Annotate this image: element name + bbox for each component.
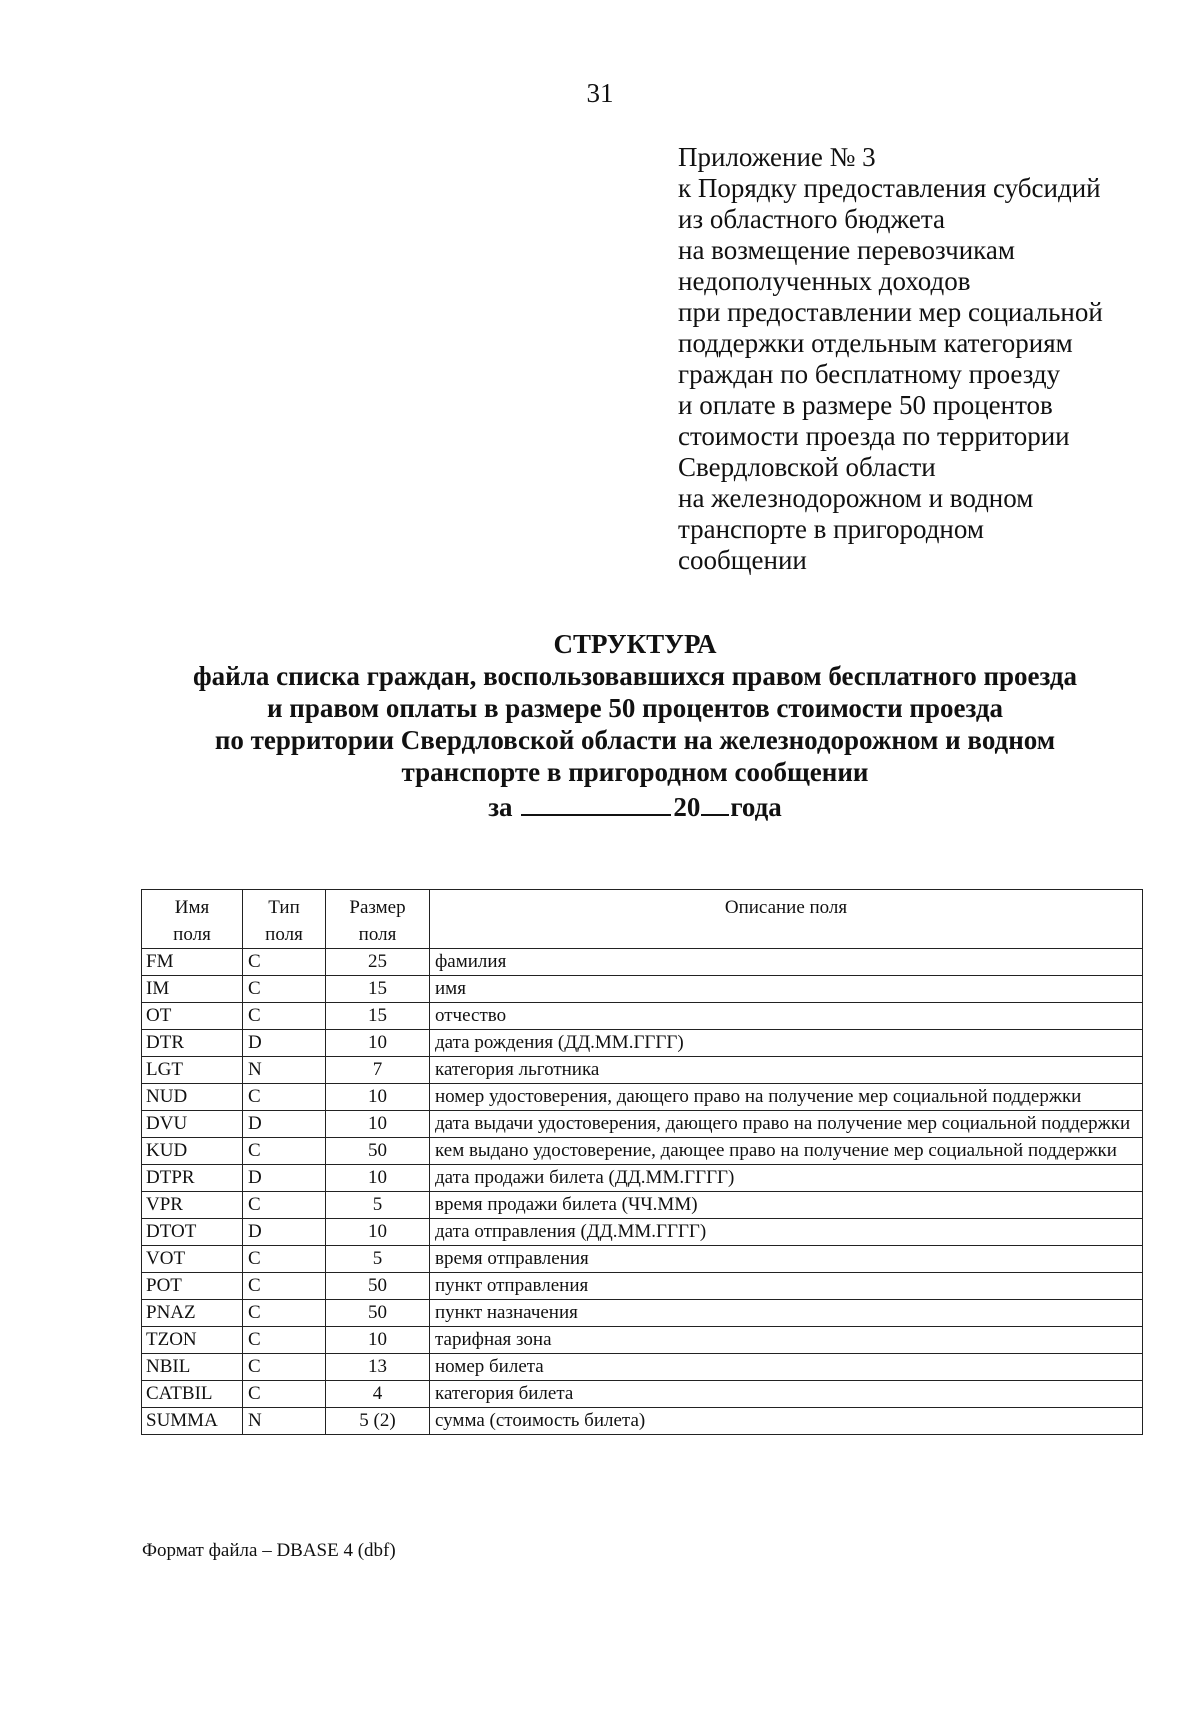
- appendix-line: на железнодорожном и водном: [678, 483, 1034, 513]
- appendix-line: при предоставлении мер социальной: [678, 297, 1103, 327]
- cell-field-name: VOT: [142, 1246, 243, 1273]
- cell-field-size: 5 (2): [326, 1408, 430, 1435]
- header-field-size-line2: поля: [358, 924, 397, 945]
- cell-field-description: дата продажи билета (ДД.ММ.ГГГГ): [430, 1165, 1143, 1192]
- appendix-line: сообщении: [678, 545, 807, 575]
- period-prefix: за: [488, 792, 513, 822]
- cell-field-type: C: [243, 1246, 326, 1273]
- cell-field-name: LGT: [142, 1057, 243, 1084]
- table-row: [142, 1246, 1143, 1273]
- cell-field-name: DTOT: [142, 1219, 243, 1246]
- cell-field-type: D: [243, 1165, 326, 1192]
- cell-field-size: 7: [326, 1057, 430, 1084]
- header-field-size: [326, 890, 430, 949]
- cell-field-size: 15: [326, 976, 430, 1003]
- header-field-name-line1: Имя: [174, 897, 210, 918]
- table-row: [142, 1192, 1143, 1219]
- cell-field-description: сумма (стоимость билета): [430, 1408, 1143, 1435]
- cell-field-description: категория билета: [430, 1381, 1143, 1408]
- cell-field-name: CATBIL: [142, 1381, 243, 1408]
- table-row: [142, 1219, 1143, 1246]
- appendix-line: к Порядку предоставления субсидий: [678, 173, 1101, 203]
- cell-field-type: N: [243, 1408, 326, 1435]
- cell-field-type: C: [243, 1084, 326, 1111]
- table-row: [142, 1111, 1143, 1138]
- cell-field-description: пункт отправления: [430, 1273, 1143, 1300]
- cell-field-name: PNAZ: [142, 1300, 243, 1327]
- cell-field-description: кем выдано удостоверение, дающее право на получение мер социальной поддержки: [430, 1138, 1143, 1165]
- cell-field-size: 50: [326, 1138, 430, 1165]
- appendix-line: из областного бюджета: [678, 204, 945, 234]
- cell-field-name: IM: [142, 976, 243, 1003]
- cell-field-size: 10: [326, 1030, 430, 1057]
- appendix-reference: [678, 142, 1178, 576]
- cell-field-type: C: [243, 1381, 326, 1408]
- table-row: [142, 976, 1143, 1003]
- cell-field-description: имя: [430, 976, 1143, 1003]
- cell-field-description: фамилия: [430, 949, 1143, 976]
- cell-field-description: отчество: [430, 1003, 1143, 1030]
- table-row: [142, 1327, 1143, 1354]
- appendix-line: граждан по бесплатному проезду: [678, 359, 1061, 389]
- cell-field-description: дата рождения (ДД.ММ.ГГГГ): [430, 1030, 1143, 1057]
- cell-field-size: 25: [326, 949, 430, 976]
- table-body: [142, 949, 1143, 1435]
- cell-field-size: 10: [326, 1219, 430, 1246]
- appendix-line: стоимости проезда по территории: [678, 421, 1070, 451]
- cell-field-description: время продажи билета (ЧЧ.ММ): [430, 1192, 1143, 1219]
- field-structure-table: [141, 889, 1143, 1435]
- appendix-line: поддержки отдельным категориям: [678, 328, 1073, 358]
- appendix-line: Приложение № 3: [678, 142, 876, 172]
- cell-field-type: C: [243, 1300, 326, 1327]
- cell-field-size: 10: [326, 1084, 430, 1111]
- header-field-type-line2: поля: [265, 924, 303, 945]
- appendix-line: и оплате в размере 50 процентов: [678, 390, 1053, 420]
- cell-field-name: KUD: [142, 1138, 243, 1165]
- cell-field-type: C: [243, 1138, 326, 1165]
- cell-field-size: 15: [326, 1003, 430, 1030]
- appendix-line: недополученных доходов: [678, 266, 971, 296]
- cell-field-name: OT: [142, 1003, 243, 1030]
- cell-field-size: 10: [326, 1165, 430, 1192]
- header-field-type-line1: Тип: [268, 897, 300, 918]
- cell-field-name: DTPR: [142, 1165, 243, 1192]
- cell-field-description: номер удостоверения, дающего право на получение мер социальной поддержки: [430, 1084, 1143, 1111]
- appendix-line: Свердловской области: [678, 452, 936, 482]
- period-year: 20: [673, 792, 701, 822]
- cell-field-size: 10: [326, 1327, 430, 1354]
- cell-field-name: DTR: [142, 1030, 243, 1057]
- cell-field-size: 10: [326, 1111, 430, 1138]
- document-title: [100, 628, 1170, 823]
- header-field-description: Описание поля: [430, 890, 1143, 949]
- cell-field-description: дата отправления (ДД.ММ.ГГГГ): [430, 1219, 1143, 1246]
- header-field-name: [142, 890, 243, 949]
- title-line: по территории Свердловской области на железнодорожном и водном: [214, 725, 1056, 755]
- cell-field-size: 5: [326, 1246, 430, 1273]
- table-row: [142, 949, 1143, 976]
- title-line: транспорте в пригородном сообщении: [401, 757, 869, 787]
- cell-field-type: D: [243, 1030, 326, 1057]
- header-field-type: [243, 890, 326, 949]
- header-field-size-line1: Размер: [349, 897, 406, 918]
- period-suffix: года: [730, 792, 782, 822]
- page-number: 31: [586, 78, 614, 108]
- period-year-blank: [701, 788, 729, 816]
- cell-field-type: C: [243, 1354, 326, 1381]
- cell-field-description: время отправления: [430, 1246, 1143, 1273]
- cell-field-type: C: [243, 976, 326, 1003]
- reporting-period: [100, 788, 1170, 823]
- cell-field-type: C: [243, 1003, 326, 1030]
- cell-field-name: FM: [142, 949, 243, 976]
- file-format-note: Формат файла – DBASE 4 (dbf): [142, 1540, 396, 1561]
- cell-field-type: N: [243, 1057, 326, 1084]
- cell-field-size: 50: [326, 1273, 430, 1300]
- cell-field-name: DVU: [142, 1111, 243, 1138]
- table-row: [142, 1057, 1143, 1084]
- title-heading: СТРУКТУРА: [553, 629, 717, 659]
- cell-field-type: D: [243, 1219, 326, 1246]
- table-row: [142, 1138, 1143, 1165]
- cell-field-size: 13: [326, 1354, 430, 1381]
- cell-field-type: C: [243, 1327, 326, 1354]
- cell-field-type: C: [243, 1273, 326, 1300]
- table-row: [142, 1084, 1143, 1111]
- cell-field-description: дата выдачи удостоверения, дающего право на получение мер социальной поддержки: [430, 1111, 1143, 1138]
- cell-field-type: C: [243, 1192, 326, 1219]
- header-field-name-line2: поля: [173, 924, 211, 945]
- cell-field-name: POT: [142, 1273, 243, 1300]
- table-row: [142, 1381, 1143, 1408]
- cell-field-size: 4: [326, 1381, 430, 1408]
- cell-field-description: категория льготника: [430, 1057, 1143, 1084]
- table-row: [142, 1165, 1143, 1192]
- table-row: [142, 1354, 1143, 1381]
- cell-field-type: C: [243, 949, 326, 976]
- cell-field-type: D: [243, 1111, 326, 1138]
- cell-field-name: TZON: [142, 1327, 243, 1354]
- cell-field-name: SUMMA: [142, 1408, 243, 1435]
- cell-field-description: номер билета: [430, 1354, 1143, 1381]
- table-row: [142, 1030, 1143, 1057]
- cell-field-name: NBIL: [142, 1354, 243, 1381]
- cell-field-name: NUD: [142, 1084, 243, 1111]
- appendix-line: транспорте в пригородном: [678, 514, 984, 544]
- appendix-line: на возмещение перевозчикам: [678, 235, 1015, 265]
- cell-field-description: пункт назначения: [430, 1300, 1143, 1327]
- title-line: файла списка граждан, воспользовавшихся правом бесплатного проезда: [192, 661, 1078, 691]
- cell-field-name: VPR: [142, 1192, 243, 1219]
- table-row: [142, 1408, 1143, 1435]
- title-line: и правом оплаты в размере 50 процентов стоимости проезда: [266, 693, 1004, 723]
- table-header-row: [142, 890, 1143, 949]
- table-row: [142, 1273, 1143, 1300]
- cell-field-size: 50: [326, 1300, 430, 1327]
- cell-field-description: тарифная зона: [430, 1327, 1143, 1354]
- period-month-blank: [521, 788, 671, 816]
- table-row: [142, 1300, 1143, 1327]
- table-row: [142, 1003, 1143, 1030]
- cell-field-size: 5: [326, 1192, 430, 1219]
